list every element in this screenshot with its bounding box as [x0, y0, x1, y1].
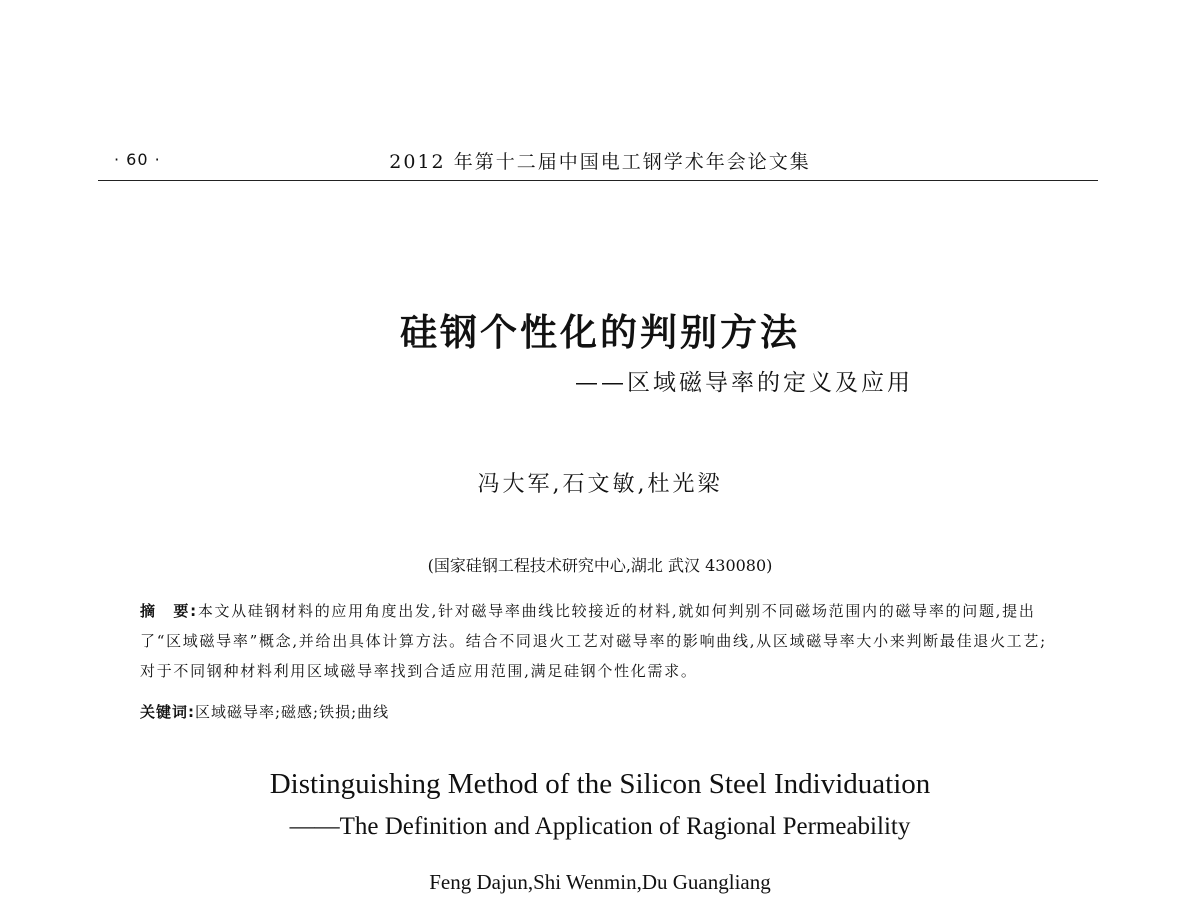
keywords: [140, 701, 389, 722]
abstract-text: 本文从硅钢材料的应用角度出发,针对磁导率曲线比较接近的材料,就如何判别不同磁场范围内的磁导率的问题,提出了“区域磁导率”概念,并给出具体计算方法。结合不同退火工艺对磁导率的影响曲线,从区域磁导率大小来判断最佳退火工艺;对于不同钢种材料利用区域磁导率找到合适应用范围,满足硅钢个性化需求。: [140, 602, 1047, 680]
running-header: 2012 年第十二届中国电工钢学术年会论文集: [389, 151, 811, 173]
abstract-label: 摘 要:: [140, 602, 198, 620]
keywords-text: 区域磁导率;磁感;铁损;曲线: [195, 703, 390, 721]
affiliation-zh: (国家硅钢工程技术研究中心,湖北 武汉 430080): [427, 556, 773, 575]
page-number: · 60 ·: [114, 150, 161, 169]
paper-title-en: Distinguishing Method of the Silicon Steel Individuation: [269, 768, 931, 800]
abstract: [140, 596, 1060, 686]
paper-subtitle-zh: ——区域磁导率的定义及应用: [575, 370, 913, 396]
authors-en: Feng Dajun,Shi Wenmin,Du Guangliang: [429, 870, 771, 894]
header-rule: [98, 180, 1098, 181]
paper-title-zh: 硅钢个性化的判别方法: [400, 311, 800, 354]
keywords-label: 关键词:: [140, 703, 195, 721]
authors-zh: 冯大军,石文敏,杜光梁: [477, 472, 723, 497]
paper-subtitle-en: ——The Definition and Application of Ragional Permeability: [289, 813, 911, 840]
